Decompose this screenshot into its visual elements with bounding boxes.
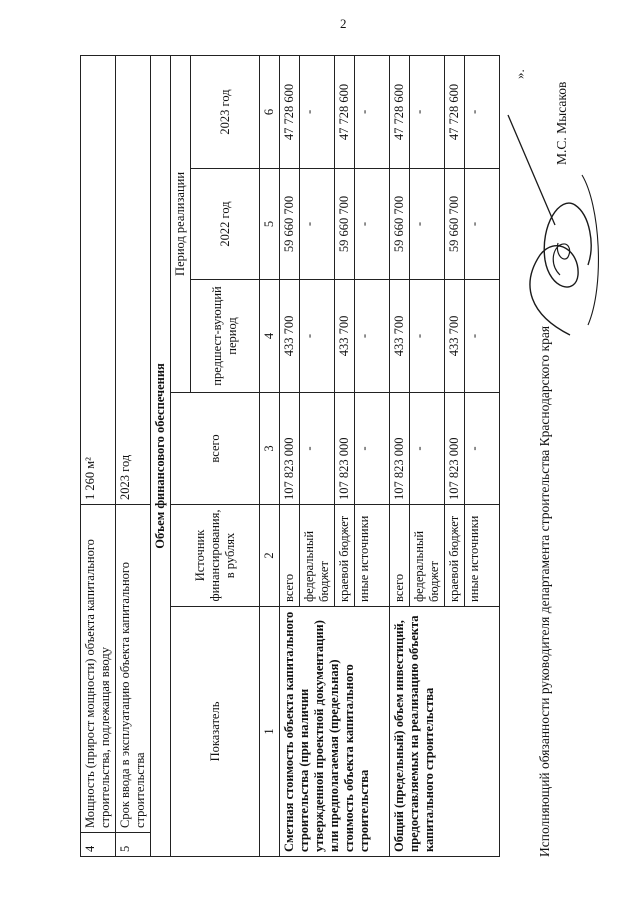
indicator-estimated-cost: Сметная стоимость объекта капитального строительства (при наличии утвержденной проектной документации) или предполагаемая (предельная) стоимость объекта капитального строительства xyxy=(280,607,390,857)
section-title-row xyxy=(151,55,171,856)
source-cell: федеральный бюджет xyxy=(300,504,335,606)
row-commission-date xyxy=(116,55,151,856)
header-prev-period: предшест-вующий период xyxy=(191,279,260,392)
commission-date-value: 2023 год xyxy=(116,55,151,504)
header-total: всего xyxy=(171,392,260,504)
source-cell: иные источники xyxy=(355,504,390,606)
year-2023-cell: - xyxy=(410,55,445,168)
year-2022-cell: 59 660 700 xyxy=(390,168,410,279)
column-numbers-row xyxy=(260,55,280,856)
source-cell: иные источники xyxy=(465,504,500,606)
year-2022-cell: - xyxy=(465,168,500,279)
source-cell: краевой бюджет xyxy=(445,504,465,606)
table-row xyxy=(390,55,410,856)
year-2023-cell: 47 728 600 xyxy=(390,55,410,168)
page-number: 2 xyxy=(340,16,347,31)
prev-period-cell: - xyxy=(300,279,335,392)
source-cell: краевой бюджет xyxy=(335,504,355,606)
prev-period-cell: 433 700 xyxy=(280,279,300,392)
column-number: 2 xyxy=(260,504,280,606)
year-2022-cell: - xyxy=(410,168,445,279)
signatory-position: Исполняющий обязанности руководителя департамента строительства Краснодарского края xyxy=(537,325,552,857)
header-indicator: Показатель xyxy=(171,607,260,857)
year-2023-cell: 47 728 600 xyxy=(335,55,355,168)
prev-period-cell: - xyxy=(410,279,445,392)
column-number: 6 xyxy=(260,55,280,168)
year-2022-cell: - xyxy=(300,168,335,279)
section-title: Объем финансового обеспечения xyxy=(151,55,171,856)
year-2023-cell: - xyxy=(300,55,335,168)
header-2022: 2022 год xyxy=(191,168,260,279)
closing-quote: ». xyxy=(512,69,527,79)
total-cell: - xyxy=(355,392,390,504)
header-row-1 xyxy=(171,55,191,856)
total-cell: - xyxy=(410,392,445,504)
column-number: 1 xyxy=(260,607,280,857)
passport-table xyxy=(80,55,500,857)
total-cell: - xyxy=(465,392,500,504)
prev-period-cell: 433 700 xyxy=(445,279,465,392)
source-cell: всего xyxy=(280,504,300,606)
signatory-name: М.С. Мысаков xyxy=(554,81,569,165)
year-2022-cell: 59 660 700 xyxy=(335,168,355,279)
column-number: 5 xyxy=(260,168,280,279)
header-2023: 2023 год xyxy=(191,55,260,168)
header-period: Период реализации xyxy=(171,55,191,392)
source-cell: всего xyxy=(390,504,410,606)
indicator-total-investment: Общий (предельный) объем инвестиций, предоставляемых на реализацию объекта капитального строительства xyxy=(390,607,500,857)
prev-period-cell: 433 700 xyxy=(335,279,355,392)
capacity-value: 1 260 м² xyxy=(81,55,116,504)
year-2023-cell: 47 728 600 xyxy=(280,55,300,168)
total-cell: 107 823 000 xyxy=(280,392,300,504)
year-2023-cell: - xyxy=(355,55,390,168)
total-cell: 107 823 000 xyxy=(390,392,410,504)
prev-period-cell: - xyxy=(465,279,500,392)
row-number: 4 xyxy=(81,833,116,857)
column-number: 4 xyxy=(260,279,280,392)
header-source: Источник финансирования, в рублях xyxy=(171,504,260,606)
year-2023-cell: - xyxy=(465,55,500,168)
total-cell: 107 823 000 xyxy=(445,392,465,504)
commission-date-label: Срок ввода в эксплуатацию объекта капитального строительства xyxy=(116,504,151,832)
total-cell: - xyxy=(300,392,335,504)
prev-period-cell: - xyxy=(355,279,390,392)
capacity-label: Мощность (прирост мощности) объекта капитального строительства, подлежащая вводу xyxy=(81,504,116,832)
year-2022-cell: 59 660 700 xyxy=(280,168,300,279)
total-cell: 107 823 000 xyxy=(335,392,355,504)
row-capacity xyxy=(81,55,116,856)
table-row xyxy=(280,55,300,856)
year-2022-cell: 59 660 700 xyxy=(445,168,465,279)
prev-period-cell: 433 700 xyxy=(390,279,410,392)
column-number: 3 xyxy=(260,392,280,504)
row-number: 5 xyxy=(116,833,151,857)
year-2023-cell: 47 728 600 xyxy=(445,55,465,168)
source-cell: федеральный бюджет xyxy=(410,504,445,606)
year-2022-cell: - xyxy=(355,168,390,279)
